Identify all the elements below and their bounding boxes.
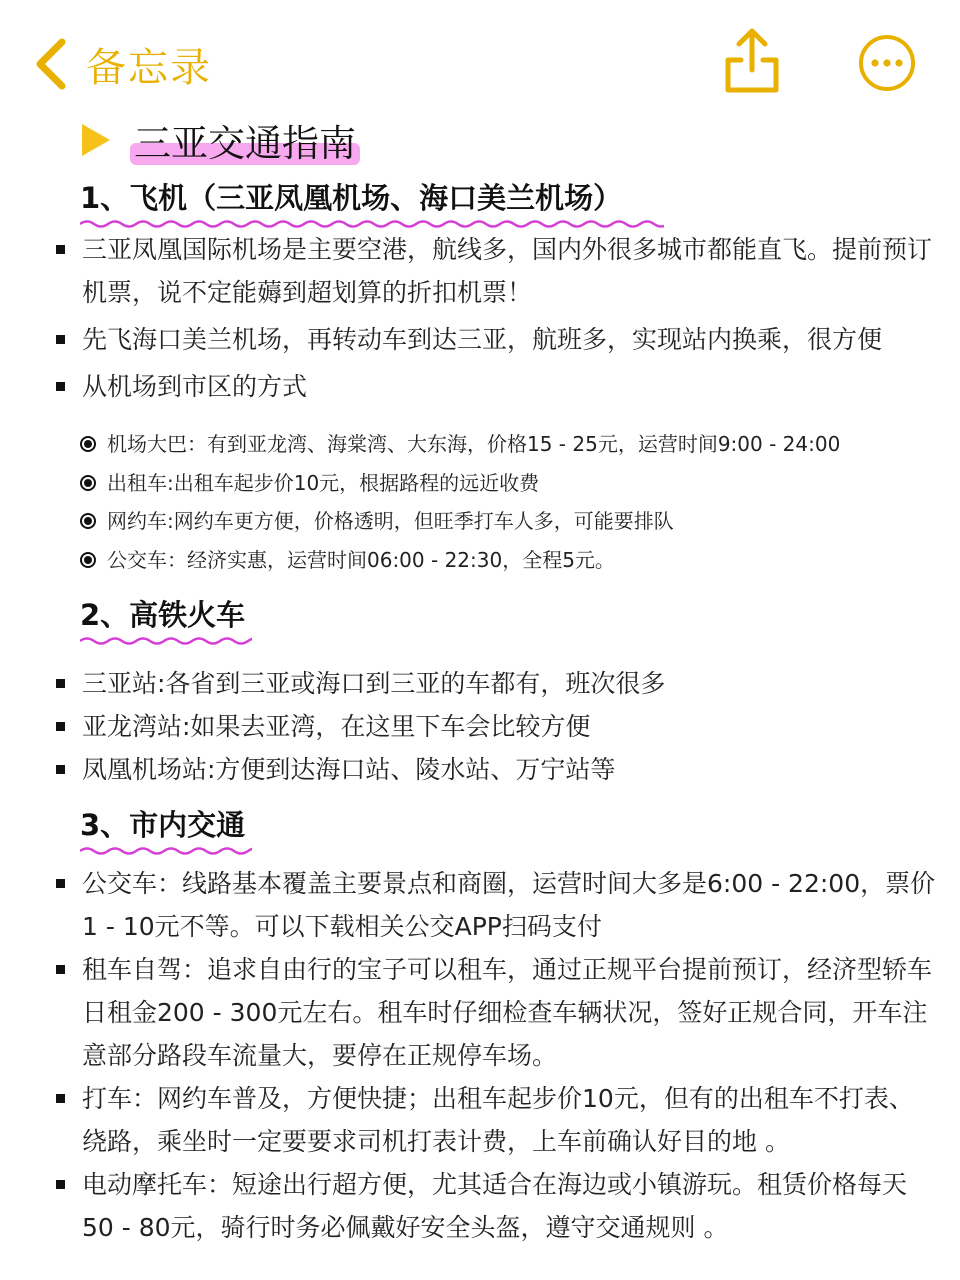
list-item: 打车：网约车普及，方便快捷；出租车起步价10元，但有的出租车不打表、绕路，乘坐时一定要要求司机打表计费，上车前确认好目的地 。 [56, 1077, 936, 1163]
sub-list-item: 网约车:网约车更方便，价格透明，但旺季打车人多，可能要排队 [80, 502, 940, 541]
share-icon[interactable] [722, 26, 782, 96]
chevron-left-icon [32, 36, 72, 92]
play-triangle-icon [82, 124, 110, 156]
train-list [56, 662, 936, 791]
section-heading-text: 3、市内交通 [80, 808, 246, 842]
list-item: 先飞海口美兰机场，再转动车到达三亚，航班多，实现站内换乘，很方便 [56, 318, 936, 361]
note-title [82, 113, 360, 167]
list-item: 租车自驾：追求自由行的宝子可以租车，通过正规平台提前预订，经济型轿车日租金200 - 300元左右。租车时仔细检查车辆状况，签好正规合同，开车注意部分路段车流量大，要停在正规停车场。 [56, 948, 936, 1077]
sub-list-item: 公交车：经济实惠，运营时间06:00 - 22:30，全程5元。 [80, 541, 940, 580]
list-item: 三亚凤凰国际机场是主要空港，航线多，国内外很多城市都能直飞。提前预订机票，说不定能薅到超划算的折扣机票！ [56, 228, 936, 314]
section-heading-city [80, 803, 252, 856]
more-options-icon[interactable] [858, 34, 916, 92]
list-item: 亚龙湾站:如果去亚湾，在这里下车会比较方便 [56, 705, 936, 748]
city-transport-list [56, 862, 936, 1249]
list-item: 凤凰机场站:方便到达海口站、陵水站、万宁站等 [56, 748, 936, 791]
flight-list [56, 228, 936, 408]
section-heading-flight [80, 176, 664, 229]
wavy-underline [80, 846, 252, 856]
section-heading-text: 2、高铁火车 [80, 598, 246, 632]
sub-list-item: 出租车:出租车起步价10元，根据路程的远近收费 [80, 464, 940, 503]
list-item: 公交车：线路基本覆盖主要景点和商圈，运营时间大多是6:00 - 22:00，票价1 - 10元不等。可以下载相关公交APP扫码支付 [56, 862, 936, 948]
section-heading-text: 1、飞机（三亚凤凰机场、海口美兰机场） [80, 181, 623, 215]
section-heading-train [80, 593, 252, 646]
list-item: 从机场到市区的方式 [56, 365, 936, 408]
wavy-underline [80, 636, 252, 646]
note-title-text: 三亚交通指南 [130, 113, 360, 167]
list-item: 三亚站:各省到三亚或海口到三亚的车都有，班次很多 [56, 662, 936, 705]
sub-list-item: 机场大巴：有到亚龙湾、海棠湾、大东海，价格15 - 25元，运营时间9:00 - 24:00 [80, 425, 940, 464]
airport-transfer-list [80, 425, 940, 579]
top-navigation-bar [0, 0, 960, 120]
back-button[interactable] [32, 32, 212, 96]
list-item: 电动摩托车：短途出行超方便，尤其适合在海边或小镇游玩。租赁价格每天50 - 80元，骑行时务必佩戴好安全头盔，遵守交通规则 。 [56, 1163, 936, 1249]
back-label: 备忘录 [86, 44, 212, 91]
